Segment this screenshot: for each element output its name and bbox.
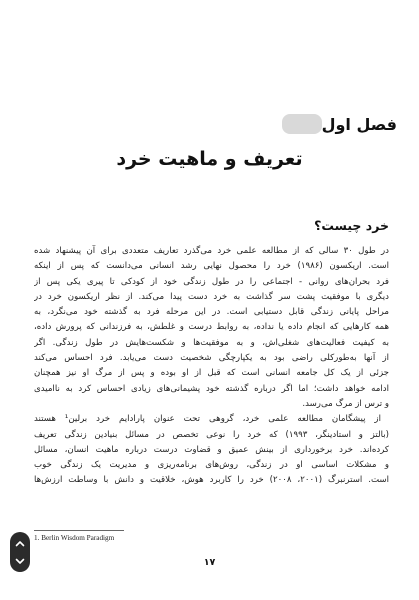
chevron-up-icon — [15, 540, 25, 547]
next-page-button[interactable] — [10, 553, 30, 569]
section-title: خرد چیست؟ — [314, 218, 389, 233]
text-line: فرد بحران‌های روانی - اجتماعی را در طول زندگی خود از کودکی تا پیری یکی پس از — [34, 276, 389, 287]
text-line: در طول ۳۰ سالی که از مطالعه علمی خرد می‌گذرد تعاریف متعددی برای آن پیشنهاد شده — [34, 246, 389, 256]
text-line: است. استرنبرگ (۲۰۰۱، ۲۰۰۸) خرد را کاربرد هوش، خلاقیت و دانش با وساطت ارزش‌ها — [34, 475, 389, 486]
chevron-down-icon — [15, 558, 25, 565]
text-line: کرده‌اند. خرد برخورداری از بینش عمیق و قضاوت درست درباره ماهیت انسان، مسائل — [34, 444, 389, 455]
chapter-label: فصل اول — [321, 114, 397, 134]
body-text — [34, 244, 389, 489]
chapter-header — [272, 113, 397, 135]
footnote-divider — [34, 530, 124, 531]
text-line: و مشکلات اساسی او در زندگی، روش‌های برنامه‌ریزی و مدیریت یک زندگی خوب — [34, 460, 389, 471]
text-line: جزئی از یک کل جامعه انسانی است که قبل از او بوده و پس از مرگ او نیز همچنان — [34, 368, 389, 379]
text-line: دیگری با موفقیت پشت سر گذاشت به خرد دست پیدا می‌کند. از نظر اریکسون خرد در — [34, 291, 389, 302]
text-line: و ترس از مرگ می‌رسد. — [302, 398, 389, 409]
previous-page-button[interactable] — [10, 535, 30, 551]
chapter-badge — [282, 114, 322, 134]
text-line: است. اریکسون (۱۹۸۶) خرد را محصول نهایی رشد انسانی می‌دانست که پس از اینکه — [34, 261, 389, 272]
paragraph — [34, 244, 389, 412]
text-line: (بالتز و استادینگر، ۱۹۹۳) که خرد را نوعی تخصص در مسائل بنیادین زندگی تعریف — [34, 429, 389, 440]
chapter-title: تعریف و ماهیت خرد — [116, 148, 303, 170]
paragraph — [34, 412, 389, 488]
text-line: ادامه خواهد داشت؛ اما اگر درباره گذشته خود پشیمانی‌های زیادی احساس کرد به ناامیدی — [34, 383, 389, 394]
text-line: از آنها به‌طورکلی راضی بود به یکپارچگی شخصیت دست می‌یابد. فرد احساس می‌کند — [34, 353, 389, 364]
text-line: به کیفیت فعالیت‌های شغلی‌اش، و به موفقیت‌ها و شکست‌هایش در طول زندگی. اگر — [34, 337, 389, 348]
text-line: مراحل پایانی زندگی قابل دستیابی است. در این مرحله فرد به گذشته خود می‌نگرد، به — [34, 307, 389, 318]
text-line: همه کارهایی که انجام داده یا نداده، به روابط درست و غلطش، به فرزندانی که پرورش داده، — [34, 322, 389, 333]
text-line: از پیشگامان مطالعه علمی خرد، گروهی تحت عنوان پارادایم خرد برلین¹ هستند — [34, 414, 381, 425]
page-number: ۱۷ — [203, 557, 216, 568]
footnote: 1. Berlin Wisdom Paradigm — [34, 534, 115, 542]
page-navigation-control — [10, 532, 30, 572]
